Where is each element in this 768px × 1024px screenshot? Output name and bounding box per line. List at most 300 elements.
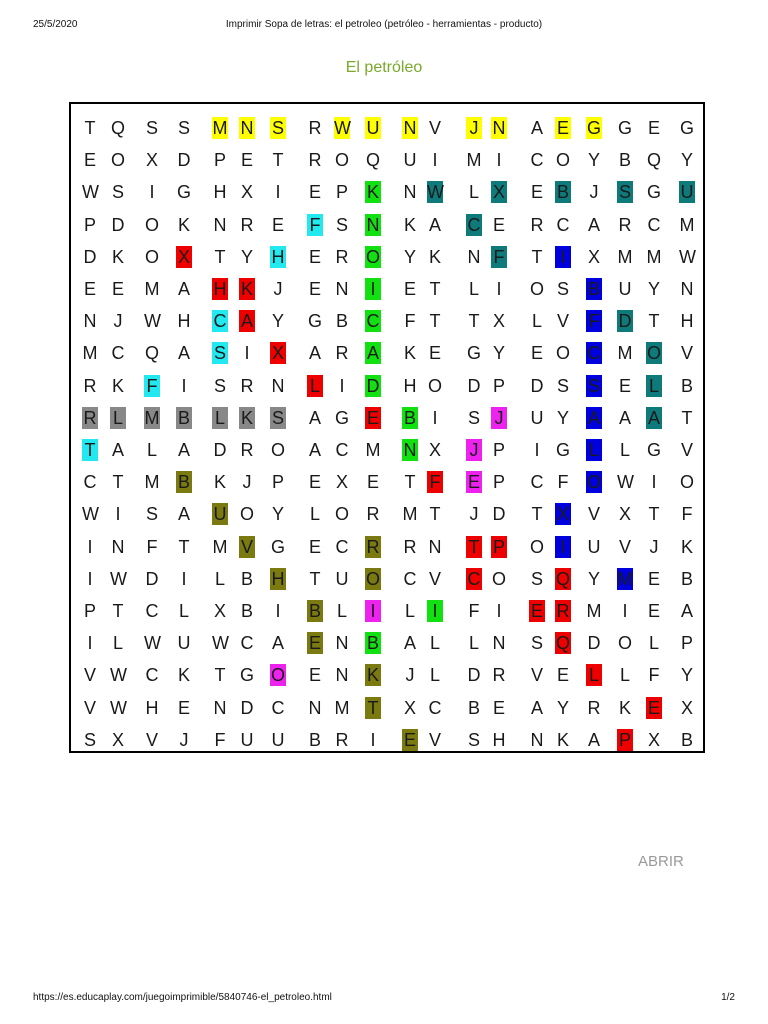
grid-letter: E [428, 343, 441, 364]
grid-letter: S [145, 118, 158, 138]
grid-letter: J [466, 439, 482, 461]
grid-letter: L [531, 311, 542, 332]
grid-letter: B [366, 633, 379, 654]
grid-letter: J [179, 729, 189, 750]
grid-letter: D [467, 665, 481, 686]
grid-letter: L [586, 439, 602, 461]
grid-letter: E [308, 536, 321, 557]
grid-letter: R [308, 150, 322, 171]
grid-letter: A [618, 407, 631, 428]
grid-letter: P [271, 472, 284, 493]
grid-letter: X [587, 246, 600, 267]
grid-letter: P [492, 472, 505, 493]
grid-letter: O [334, 150, 349, 171]
grid-letter: C [530, 472, 544, 493]
grid-letter: A [308, 343, 321, 364]
grid-letter: T [82, 439, 98, 461]
grid-letter: V [428, 568, 441, 589]
grid-letter: M [144, 472, 160, 493]
grid-letter: S [556, 375, 569, 396]
grid-letter: I [87, 633, 93, 654]
grid-letter: B [680, 729, 693, 750]
grid-letter: I [496, 601, 502, 621]
grid-letter: H [492, 729, 506, 750]
grid-letter: S [271, 118, 284, 138]
grid-letter: L [212, 407, 228, 429]
grid-letter: J [113, 311, 123, 332]
grid-letter: C [587, 343, 601, 364]
grid-letter: X [492, 311, 505, 332]
grid-letter: K [680, 536, 693, 557]
grid-letter: S [556, 279, 569, 299]
grid-letter: O [144, 246, 159, 267]
grid-letter: E [647, 118, 660, 138]
grid-letter: R [366, 504, 380, 525]
grid-letter: Q [144, 343, 159, 364]
grid-letter: B [240, 601, 253, 621]
grid-letter: U [271, 729, 285, 750]
grid-letter: C [145, 601, 159, 621]
grid-letter: B [467, 697, 480, 718]
grid-letter: B [177, 407, 190, 428]
grid-letter: K [403, 214, 416, 235]
grid-letter: X [213, 601, 226, 621]
grid-letter: T [648, 504, 660, 525]
grid-letter: X [403, 697, 416, 718]
grid-letter: K [428, 246, 441, 267]
grid-letter: C [145, 665, 159, 686]
grid-letter: A [680, 601, 693, 621]
grid-letter: I [370, 729, 376, 750]
grid-letter: O [427, 375, 442, 396]
grid-letter: Q [646, 150, 661, 171]
grid-letter: H [403, 375, 417, 396]
grid-letter: L [429, 633, 440, 654]
grid-letter: E [240, 150, 253, 171]
grid-letter: O [555, 343, 570, 364]
grid-letter: G [646, 182, 661, 203]
grid-letter: N [308, 697, 322, 718]
grid-letter: Q [555, 568, 570, 589]
grid-letter: D [587, 633, 601, 654]
grid-letter: E [492, 697, 505, 718]
grid-letter: Q [110, 118, 125, 138]
grid-letter: S [83, 729, 96, 750]
grid-letter: E [83, 150, 96, 171]
grid-letter: K [177, 214, 190, 235]
grid-letter: E [83, 279, 96, 299]
grid-letter: N [240, 118, 254, 138]
grid-letter: W [82, 182, 99, 203]
grid-letter: S [467, 729, 480, 750]
grid-letter: H [177, 311, 191, 332]
grid-letter: P [83, 601, 96, 621]
grid-letter: M [617, 568, 633, 589]
grid-letter: S [335, 214, 348, 235]
grid-letter: L [309, 504, 320, 525]
grid-letter: F [468, 601, 480, 621]
grid-letter: I [555, 246, 571, 268]
grid-letter: S [213, 375, 226, 396]
grid-letter: E [308, 665, 321, 686]
grid-letter: L [648, 633, 659, 654]
grid-letter: O [617, 633, 632, 654]
grid-letter: R [335, 729, 349, 750]
grid-letter: G [555, 440, 570, 460]
grid-letter: M [82, 343, 98, 364]
grid-letter: S [271, 407, 284, 428]
grid-letter: V [680, 440, 693, 460]
grid-letter: O [270, 440, 285, 460]
grid-letter: C [213, 311, 227, 332]
grid-letter: J [405, 665, 415, 686]
grid-letter: N [428, 536, 442, 557]
grid-letter: I [496, 279, 502, 299]
grid-letter: O [239, 504, 254, 525]
grid-letter: I [534, 440, 540, 460]
grid-letter: B [177, 472, 190, 493]
grid-letter: P [492, 536, 505, 557]
grid-letter: G [679, 118, 694, 138]
grid-letter: L [404, 601, 415, 621]
grid-letter: U [403, 150, 417, 171]
grid-letter: U [213, 504, 227, 525]
grid-letter: L [468, 633, 479, 654]
grid-letter: X [145, 150, 158, 171]
grid-letter: I [365, 278, 381, 300]
grid-letter: R [83, 407, 97, 428]
grid-letter: T [648, 311, 660, 332]
grid-letter: I [275, 182, 281, 203]
grid-letter: S [530, 633, 543, 654]
grid-letter: J [649, 536, 659, 557]
grid-letter: N [530, 729, 544, 750]
grid-letter: V [240, 536, 253, 557]
grid-letter: U [240, 729, 254, 750]
grid-letter: F [307, 214, 323, 236]
grid-letter: D [492, 504, 506, 525]
grid-letter: I [365, 600, 381, 622]
grid-letter: E [308, 182, 321, 203]
grid-letter: W [144, 633, 161, 654]
grid-letter: P [83, 214, 96, 235]
grid-letter: I [275, 601, 281, 621]
grid-letter: W [212, 633, 229, 654]
grid-letter: M [646, 246, 662, 267]
grid-letter: Y [587, 150, 600, 171]
grid-letter: Y [556, 407, 569, 428]
grid-letter: L [468, 182, 479, 203]
grid-letter: L [619, 440, 630, 460]
grid-letter: K [213, 472, 226, 493]
grid-letter: M [617, 343, 633, 364]
grid-letter: O [529, 279, 544, 299]
grid-letter: Q [555, 633, 570, 654]
grid-letter: E [308, 633, 321, 654]
grid-letter: V [428, 118, 441, 138]
grid-letter: I [432, 407, 438, 428]
grid-letter: C [647, 214, 661, 235]
grid-letter: O [110, 150, 125, 171]
grid-letter: A [647, 407, 660, 428]
grid-letter: U [366, 118, 380, 138]
grid-letter: J [589, 182, 599, 203]
grid-letter: G [586, 118, 601, 138]
grid-letter: O [365, 568, 380, 589]
grid-letter: T [84, 118, 96, 138]
grid-letter: A [530, 697, 543, 718]
grid-letter: A [428, 214, 441, 235]
grid-letter: W [110, 665, 127, 686]
grid-letter: X [335, 472, 348, 493]
grid-letter: C [530, 150, 544, 171]
grid-letter: A [587, 729, 600, 750]
grid-letter: I [244, 343, 250, 364]
grid-letter: N [335, 279, 349, 299]
grid-letter: F [144, 375, 160, 397]
grid-letter: F [404, 311, 416, 332]
grid-letter: K [111, 375, 124, 396]
grid-letter: K [366, 182, 379, 203]
grid-letter: I [555, 536, 571, 558]
grid-letter: A [308, 407, 321, 428]
grid-letter: X [618, 504, 631, 525]
grid-letter: N [213, 697, 227, 718]
grid-letter: L [178, 601, 189, 621]
grid-letter: T [214, 246, 226, 267]
grid-letter: M [402, 504, 418, 525]
grid-letter: F [427, 471, 443, 493]
grid-letter: U [335, 568, 349, 589]
grid-letter: O [144, 214, 159, 235]
grid-letter: F [648, 665, 660, 686]
grid-letter: E [366, 407, 379, 428]
open-button[interactable]: ABRIR [638, 853, 684, 870]
grid-letter: B [680, 568, 693, 589]
grid-letter: K [556, 729, 569, 750]
grid-letter: I [149, 182, 155, 203]
grid-letter: H [680, 311, 694, 332]
grid-letter: G [307, 311, 322, 332]
grid-letter: L [146, 440, 157, 460]
grid-letter: K [111, 246, 124, 267]
grid-letter: M [586, 601, 602, 621]
grid-letter: P [680, 633, 693, 654]
grid-letter: B [587, 279, 600, 299]
grid-letter: B [618, 150, 631, 171]
grid-letter: N [271, 375, 285, 396]
grid-letter: J [242, 472, 252, 493]
grid-letter: T [429, 279, 441, 299]
grid-letter: W [679, 246, 696, 267]
grid-letter: V [83, 665, 96, 686]
grid-letter: L [468, 279, 479, 299]
grid-letter: X [492, 182, 505, 203]
grid-letter: S [177, 118, 190, 138]
grid-letter: D [177, 150, 191, 171]
grid-letter: E [403, 729, 416, 750]
grid-letter: N [492, 633, 506, 654]
grid-letter: U [177, 633, 191, 654]
grid-letter: E [647, 568, 660, 589]
grid-letter: I [115, 504, 121, 525]
grid-letter: F [214, 729, 226, 750]
source-url: https://es.educaplay.com/juegoimprimible/5840746-el_petroleo.html [33, 992, 332, 1003]
grid-letter: M [617, 246, 633, 267]
grid-letter: Y [240, 246, 253, 267]
grid-letter: C [335, 536, 349, 557]
grid-letter: P [492, 375, 505, 396]
grid-letter: I [432, 150, 438, 171]
grid-letter: U [587, 536, 601, 557]
grid-letter: N [680, 279, 694, 299]
grid-letter: B [240, 568, 253, 589]
grid-letter: H [271, 246, 285, 267]
grid-letter: X [271, 343, 284, 364]
grid-letter: X [680, 697, 693, 718]
grid-letter: L [214, 568, 225, 589]
grid-letter: I [651, 472, 657, 493]
grid-letter: W [82, 504, 99, 525]
grid-letter: A [308, 440, 321, 460]
grid-letter: N [111, 536, 125, 557]
grid-letter: W [617, 472, 634, 493]
grid-letter: B [680, 375, 693, 396]
grid-letter: A [271, 633, 284, 654]
grid-letter: K [366, 665, 379, 686]
grid-letter: R [240, 214, 254, 235]
grid-letter: Y [647, 279, 660, 299]
grid-letter: F [681, 504, 693, 525]
grid-letter: S [618, 182, 631, 203]
grid-letter: Y [271, 504, 284, 525]
grid-letter: E [530, 182, 543, 203]
grid-letter: L [110, 407, 126, 429]
grid-letter: W [110, 568, 127, 589]
grid-letter: N [403, 182, 417, 203]
grid-letter: B [308, 601, 321, 621]
grid-letter: Y [680, 150, 693, 171]
grid-letter: Y [492, 343, 505, 364]
grid-letter: V [145, 729, 158, 750]
grid-letter: X [177, 246, 190, 267]
grid-letter: T [272, 150, 284, 171]
grid-letter: F [491, 246, 507, 268]
grid-letter: N [83, 311, 97, 332]
grid-letter: E [492, 214, 505, 235]
grid-letter: M [334, 697, 350, 718]
grid-letter: U [530, 407, 544, 428]
grid-letter: E [467, 472, 480, 493]
grid-letter: C [366, 311, 380, 332]
grid-letter: M [466, 150, 482, 171]
grid-letter: G [270, 536, 285, 557]
grid-letter: A [177, 343, 190, 364]
grid-letter: F [146, 536, 158, 557]
grid-letter: K [240, 279, 253, 299]
grid-letter: X [111, 729, 124, 750]
grid-letter: S [111, 182, 124, 203]
grid-letter: T [681, 407, 693, 428]
grid-letter: P [213, 150, 226, 171]
grid-letter: I [496, 150, 502, 171]
grid-letter: A [177, 279, 190, 299]
grid-letter: X [428, 440, 441, 460]
grid-letter: A [366, 343, 379, 364]
grid-letter: I [181, 568, 187, 589]
grid-letter: K [177, 665, 190, 686]
grid-letter: T [466, 536, 482, 558]
grid-letter: C [240, 633, 254, 654]
grid-letter: M [679, 214, 695, 235]
grid-letter: C [428, 697, 442, 718]
grid-letter: L [646, 375, 662, 397]
grid-letter: O [529, 536, 544, 557]
grid-letter: O [334, 504, 349, 525]
grid-letter: O [586, 472, 601, 493]
grid-letter: R [403, 536, 417, 557]
grid-letter: R [308, 118, 322, 138]
grid-letter: A [240, 311, 253, 332]
grid-letter: L [619, 665, 630, 686]
grid-letter: O [555, 150, 570, 171]
grid-letter: I [87, 568, 93, 589]
grid-letter: T [178, 536, 190, 557]
grid-letter: T [468, 311, 480, 332]
grid-letter: E [271, 214, 284, 235]
grid-letter: K [403, 343, 416, 364]
grid-letter: F [586, 310, 602, 332]
grid-letter: E [618, 375, 631, 396]
grid-letter: A [530, 118, 543, 138]
grid-letter: T [404, 472, 416, 493]
grid-letter: H [213, 279, 227, 299]
grid-letter: J [273, 279, 283, 299]
grid-letter: V [680, 343, 693, 364]
grid-letter: T [214, 665, 226, 686]
grid-letter: J [491, 407, 507, 429]
print-page-title: Imprimir Sopa de letras: el petroleo (petróleo - herramientas - producto) [225, 19, 543, 30]
grid-letter: U [618, 279, 632, 299]
grid-letter: N [403, 118, 417, 138]
grid-letter: C [403, 568, 417, 589]
grid-letter: V [556, 311, 569, 332]
grid-letter: M [365, 440, 381, 460]
grid-letter: S [213, 343, 226, 364]
grid-letter: P [492, 440, 505, 460]
word-search-grid [69, 102, 705, 753]
grid-letter: H [213, 182, 227, 203]
grid-letter: E [647, 601, 660, 621]
grid-letter: N [467, 246, 481, 267]
grid-letter: X [647, 729, 660, 750]
grid-letter: U [680, 182, 694, 203]
grid-letter: E [111, 279, 124, 299]
grid-letter: R [335, 246, 349, 267]
grid-letter: A [177, 440, 190, 460]
grid-letter: R [618, 214, 632, 235]
grid-letter: S [145, 504, 158, 525]
grid-letter: V [83, 697, 96, 718]
grid-letter: N [366, 214, 380, 235]
grid-letter: D [213, 440, 227, 460]
grid-letter: T [112, 601, 124, 621]
grid-letter: W [334, 118, 351, 138]
grid-letter: E [556, 118, 569, 138]
grid-letter: D [530, 375, 544, 396]
grid-letter: G [239, 665, 254, 686]
grid-letter: A [403, 633, 416, 654]
